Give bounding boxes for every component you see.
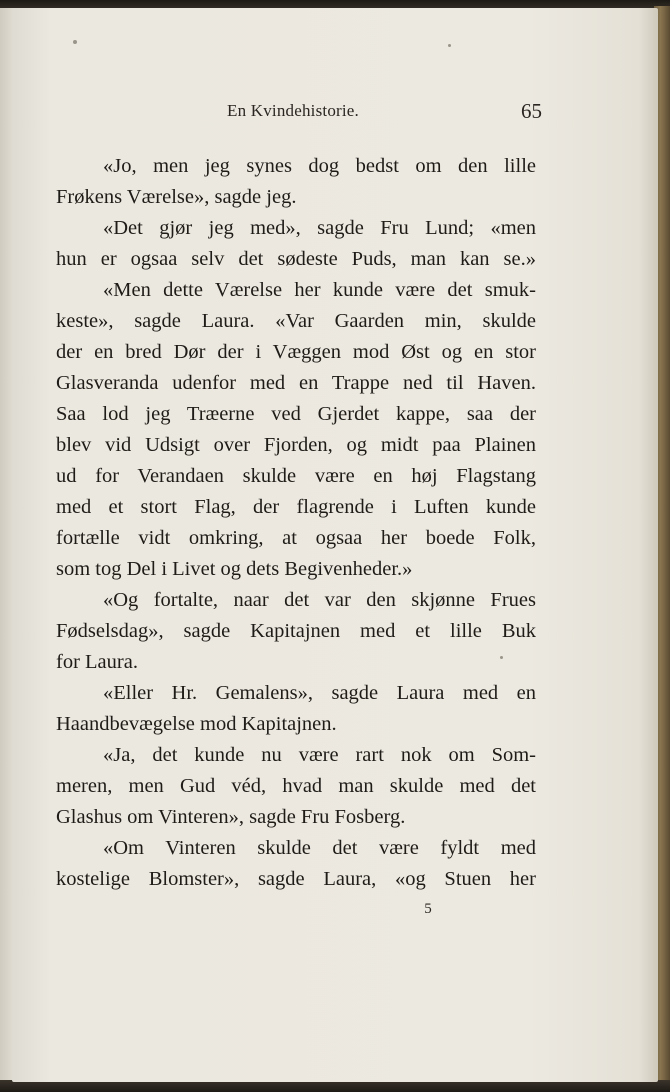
- page-number: 65: [521, 99, 542, 123]
- text-line: Glasveranda udenfor med en Trappe ned til Haven.: [56, 372, 536, 394]
- running-title: En Kvindehistorie.: [226, 101, 360, 120]
- text-line: Glashus om Vinteren», sagde Fru Fosberg.: [56, 806, 406, 828]
- text-line: «Jo, men jeg synes dog bedst om den lille: [103, 155, 536, 177]
- text-line: kostelige Blomster», sagde Laura, «og Stuen her: [56, 868, 536, 890]
- text-line: ud for Verandaen skulde være en høj Flagstang: [56, 465, 536, 487]
- text-line: «Ja, det kunde nu være rart nok om Som-: [103, 744, 536, 766]
- text-line: meren, men Gud véd, hvad man skulde med det: [56, 775, 536, 797]
- text-line: «Eller Hr. Gemalens», sagde Laura med en: [103, 682, 536, 704]
- paper-speck: [73, 40, 77, 44]
- text-line: keste», sagde Laura. «Var Gaarden min, skulde: [56, 310, 536, 332]
- text-line: «Og fortalte, naar det var den skjønne Frues: [103, 589, 536, 611]
- text-line: Fødselsdag», sagde Kapitajnen med et lille Buk: [56, 620, 536, 642]
- text-line: fortælle vidt omkring, at ogsaa her boede Folk,: [56, 527, 536, 549]
- paper-speck: [500, 656, 503, 659]
- text-line: «Men dette Værelse her kunde være det smuk-: [103, 279, 536, 301]
- text-line: Saa lod jeg Træerne ved Gjerdet kappe, saa der: [56, 403, 536, 425]
- text-line: Haandbevægelse mod Kapitajnen.: [56, 713, 337, 735]
- text-line: hun er ogsaa selv det sødeste Puds, man kan se.»: [56, 248, 536, 270]
- text-line: blev vid Udsigt over Fjorden, og midt paa Plainen: [56, 434, 536, 456]
- text-line: for Laura.: [56, 651, 138, 673]
- text-line: som tog Del i Livet og dets Begivenheder.»: [56, 558, 413, 580]
- text-line: med et stort Flag, der flagrende i Luften kunde: [56, 496, 536, 518]
- text-line: «Det gjør jeg med», sagde Fru Lund; «men: [103, 217, 536, 239]
- text-line: «Om Vinteren skulde det være fyldt med: [103, 837, 536, 859]
- text-line: Frøkens Værelse», sagde jeg.: [56, 186, 297, 208]
- signature-mark: 5: [424, 901, 432, 917]
- paper-speck: [448, 44, 451, 47]
- text-line: der en bred Dør der i Væggen mod Øst og en stor: [56, 341, 536, 363]
